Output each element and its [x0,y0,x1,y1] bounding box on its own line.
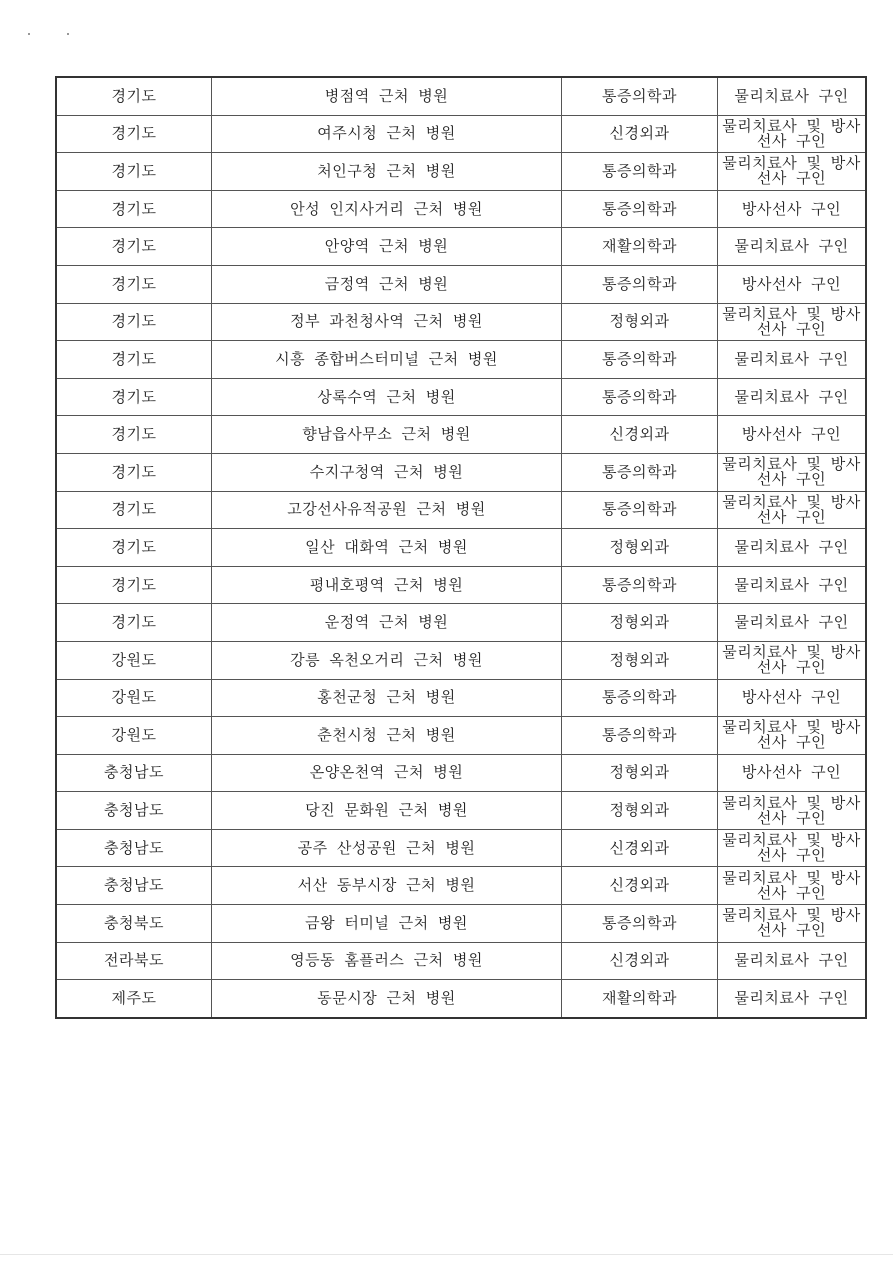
position-cell: 물리치료사 및 방사선사 구인 [718,867,867,905]
department-cell: 정형외과 [562,529,718,567]
table-row [56,115,866,153]
location-cell: 금왕 터미널 근처 병원 [212,905,562,943]
location-cell: 상록수역 근처 병원 [212,378,562,416]
position-cell: 물리치료사 및 방사선사 구인 [718,453,867,491]
position-cell: 물리치료사 구인 [718,341,867,379]
table-row [56,604,866,642]
position-cell: 물리치료사 구인 [718,529,867,567]
table-row [56,566,866,604]
department-cell: 재활의학과 [562,980,718,1018]
location-cell: 안양역 근처 병원 [212,228,562,266]
location-cell: 강릉 옥천오거리 근처 병원 [212,641,562,679]
bottom-edge-line [0,1254,893,1255]
table-row [56,265,866,303]
scan-dot [67,33,69,35]
location-cell: 시흥 종합버스터미널 근처 병원 [212,341,562,379]
table-row [56,453,866,491]
table-row [56,77,866,115]
location-cell: 공주 산성공원 근처 병원 [212,829,562,867]
location-cell: 당진 문화원 근처 병원 [212,792,562,830]
table-row [56,980,866,1018]
position-cell: 방사선사 구인 [718,265,867,303]
position-cell: 방사선사 구인 [718,679,867,717]
department-cell: 통증의학과 [562,153,718,191]
position-cell: 물리치료사 구인 [718,378,867,416]
table-row [56,378,866,416]
position-cell: 물리치료사 구인 [718,604,867,642]
department-cell: 통증의학과 [562,453,718,491]
region-cell: 경기도 [56,416,212,454]
department-cell: 정형외과 [562,792,718,830]
location-cell: 정부 과천청사역 근처 병원 [212,303,562,341]
table-row [56,679,866,717]
table-row [56,905,866,943]
position-cell: 물리치료사 및 방사선사 구인 [718,905,867,943]
department-cell: 정형외과 [562,641,718,679]
region-cell: 경기도 [56,190,212,228]
region-cell: 강원도 [56,641,212,679]
position-cell: 물리치료사 및 방사선사 구인 [718,115,867,153]
location-cell: 춘천시청 근처 병원 [212,717,562,755]
region-cell: 강원도 [56,679,212,717]
department-cell: 신경외과 [562,115,718,153]
scan-marks [28,33,73,39]
position-cell: 물리치료사 및 방사선사 구인 [718,641,867,679]
location-cell: 온양온천역 근처 병원 [212,754,562,792]
position-cell: 방사선사 구인 [718,754,867,792]
region-cell: 경기도 [56,378,212,416]
department-cell: 통증의학과 [562,341,718,379]
department-cell: 신경외과 [562,867,718,905]
department-cell: 통증의학과 [562,905,718,943]
region-cell: 강원도 [56,717,212,755]
location-cell: 금정역 근처 병원 [212,265,562,303]
table-row [56,190,866,228]
department-cell: 정형외과 [562,303,718,341]
location-cell: 병점역 근처 병원 [212,77,562,115]
region-cell: 경기도 [56,115,212,153]
location-cell: 처인구청 근처 병원 [212,153,562,191]
position-cell: 방사선사 구인 [718,416,867,454]
location-cell: 일산 대화역 근처 병원 [212,529,562,567]
region-cell: 경기도 [56,77,212,115]
department-cell: 통증의학과 [562,190,718,228]
location-cell: 고강선사유적공원 근처 병원 [212,491,562,529]
position-cell: 물리치료사 구인 [718,980,867,1018]
region-cell: 전라북도 [56,942,212,980]
table-row [56,717,866,755]
region-cell: 경기도 [56,491,212,529]
location-cell: 운정역 근처 병원 [212,604,562,642]
region-cell: 경기도 [56,265,212,303]
position-cell: 물리치료사 및 방사선사 구인 [718,491,867,529]
region-cell: 충청남도 [56,867,212,905]
location-cell: 향남읍사무소 근처 병원 [212,416,562,454]
table-row [56,153,866,191]
region-cell: 경기도 [56,566,212,604]
table-row [56,303,866,341]
position-cell: 물리치료사 구인 [718,228,867,266]
region-cell: 경기도 [56,604,212,642]
region-cell: 충청북도 [56,905,212,943]
location-cell: 수지구청역 근처 병원 [212,453,562,491]
scan-dot [28,33,30,35]
region-cell: 충청남도 [56,754,212,792]
table-row [56,341,866,379]
department-cell: 재활의학과 [562,228,718,266]
department-cell: 통증의학과 [562,378,718,416]
table-row [56,867,866,905]
location-cell: 동문시장 근처 병원 [212,980,562,1018]
region-cell: 경기도 [56,153,212,191]
position-cell: 물리치료사 및 방사선사 구인 [718,303,867,341]
region-cell: 제주도 [56,980,212,1018]
position-cell: 물리치료사 및 방사선사 구인 [718,829,867,867]
location-cell: 여주시청 근처 병원 [212,115,562,153]
region-cell: 경기도 [56,303,212,341]
hospital-job-table [55,76,867,1019]
table-row [56,491,866,529]
position-cell: 방사선사 구인 [718,190,867,228]
department-cell: 통증의학과 [562,77,718,115]
table-row [56,529,866,567]
department-cell: 통증의학과 [562,566,718,604]
location-cell: 홍천군청 근처 병원 [212,679,562,717]
location-cell: 영등동 홈플러스 근처 병원 [212,942,562,980]
table-row [56,829,866,867]
position-cell: 물리치료사 구인 [718,942,867,980]
department-cell: 통증의학과 [562,265,718,303]
table-row [56,942,866,980]
department-cell: 신경외과 [562,416,718,454]
position-cell: 물리치료사 구인 [718,77,867,115]
position-cell: 물리치료사 및 방사선사 구인 [718,717,867,755]
position-cell: 물리치료사 구인 [718,566,867,604]
department-cell: 신경외과 [562,829,718,867]
region-cell: 경기도 [56,228,212,266]
table-row [56,754,866,792]
region-cell: 충청남도 [56,792,212,830]
region-cell: 경기도 [56,529,212,567]
table-row [56,228,866,266]
department-cell: 신경외과 [562,942,718,980]
table-body [56,77,866,1018]
department-cell: 통증의학과 [562,679,718,717]
region-cell: 경기도 [56,453,212,491]
department-cell: 통증의학과 [562,717,718,755]
location-cell: 평내호평역 근처 병원 [212,566,562,604]
location-cell: 서산 동부시장 근처 병원 [212,867,562,905]
region-cell: 충청남도 [56,829,212,867]
department-cell: 정형외과 [562,604,718,642]
position-cell: 물리치료사 및 방사선사 구인 [718,153,867,191]
region-cell: 경기도 [56,341,212,379]
position-cell: 물리치료사 및 방사선사 구인 [718,792,867,830]
department-cell: 정형외과 [562,754,718,792]
department-cell: 통증의학과 [562,491,718,529]
table-row [56,641,866,679]
location-cell: 안성 인지사거리 근처 병원 [212,190,562,228]
table-row [56,416,866,454]
table-row [56,792,866,830]
